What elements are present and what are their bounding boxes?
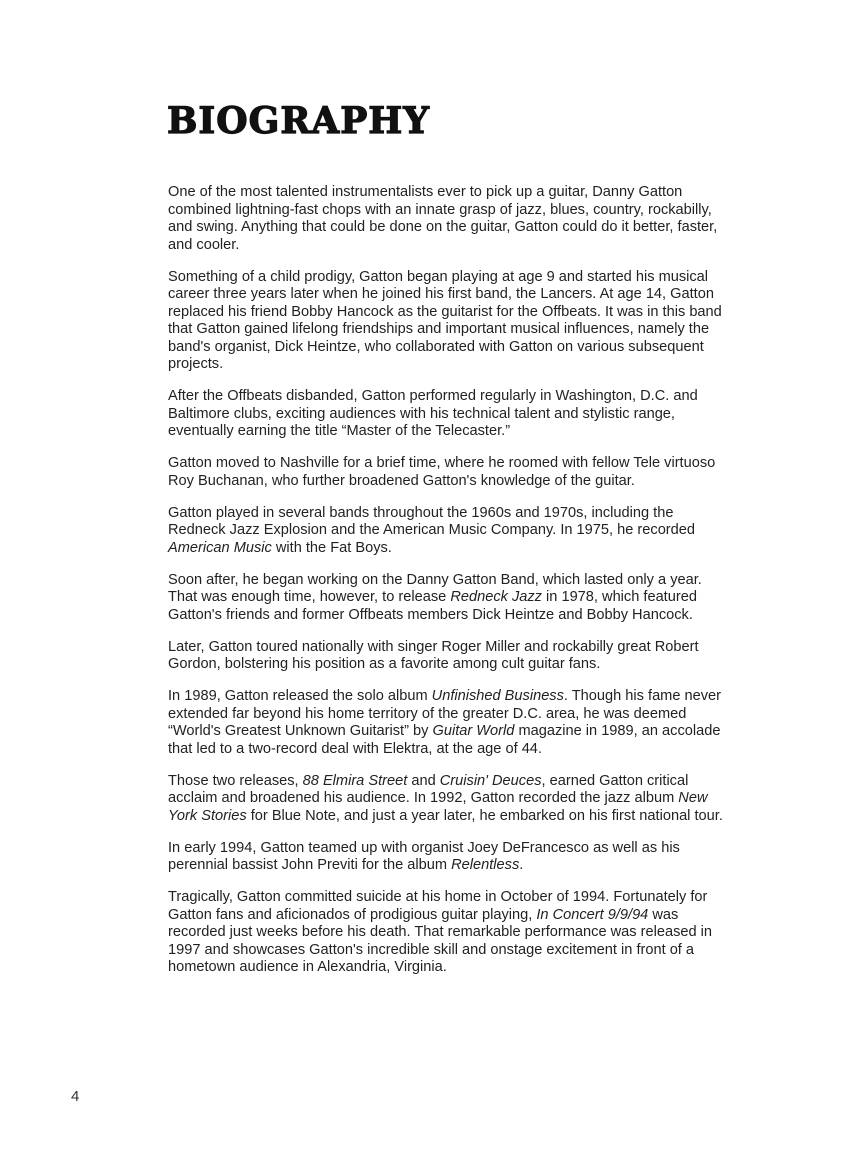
text-run: In early 1994, Gatton teamed up with organist Joey DeFrancesco as well as his perennial bassist John Previti for the album	[168, 839, 680, 873]
text-run: was recorded just weeks before his death. That remarkable performance was released in 1997 and showcases Gatton's incredible skill and onstage excitement in front of a hometown audience in Alexandria, Virginia.	[168, 906, 713, 975]
italic-title: New York Stories	[168, 790, 708, 824]
text-run: for Blue Note, and just a year later, he embarked on his first national tour.	[246, 807, 723, 824]
italic-title: In Concert 9/9/94	[536, 906, 649, 923]
text-run: in 1978, which featured Gatton's friends and former Offbeats members Dick Heintze and Bobby Hancock.	[168, 589, 697, 623]
text-run: Those two releases,	[168, 772, 303, 789]
paragraph	[168, 773, 728, 826]
text-run: Gatton moved to Nashville for a brief time, where he roomed with fellow Tele virtuoso Roy Buchanan, who further broadened Gatton's knowledge of the guitar.	[168, 455, 716, 489]
text-run: Gatton played in several bands throughout the 1960s and 1970s, including the Redneck Jazz Explosion and the American Music Company. In 1975, he recorded	[168, 504, 696, 538]
text-run: . Though his fame never extended far beyond his home territory of the greater D.C. area, he was deemed “World's Greatest Unknown Guitarist” by	[168, 688, 722, 739]
paragraph	[168, 572, 728, 625]
paragraph	[168, 388, 728, 441]
text-run: , earned Gatton critical acclaim and broadened his audience. In 1992, Gatton recorded the jazz album	[168, 772, 689, 806]
italic-title: Redneck Jazz	[450, 589, 542, 605]
text-run: and	[407, 772, 440, 789]
paragraph	[168, 505, 728, 558]
text-run: .	[519, 857, 524, 873]
paragraph	[168, 840, 728, 875]
page-number: 4	[71, 1088, 80, 1105]
text-run: with the Fat Boys.	[271, 539, 392, 556]
paragraph	[168, 184, 728, 254]
text-run: Something of a child prodigy, Gatton began playing at age 9 and started his musical career three years later when he joined his first band, the Lancers. At age 14, Gatton replaced his friend Bobby Hancock as the guitarist for the Offbeats. It was in this band that Gatton gained lifelong friendships and important musical influences, namely the band's organist, Dick Heintze, who collaborated with Gatton on various subsequent projects.	[168, 268, 722, 372]
paragraph	[168, 639, 728, 674]
text-run: In 1989, Gatton released the solo album	[168, 688, 432, 704]
biography-body	[168, 184, 728, 991]
italic-title: Guitar World	[432, 723, 515, 739]
italic-title: Unfinished Business	[431, 688, 564, 704]
italic-title: Relentless	[451, 857, 520, 873]
text-run: Tragically, Gatton committed suicide at his home in October of 1994. Fortunately for Gatton fans and aficionados of prodigious guitar playing,	[168, 889, 708, 923]
italic-title: American Music	[168, 539, 272, 556]
text-run: After the Offbeats disbanded, Gatton performed regularly in Washington, D.C. and Baltimore clubs, exciting audiences with his technical talent and stylistic range, eventually earning the title “Master of the Telecaster.”	[168, 388, 698, 439]
paragraph	[168, 455, 728, 490]
text-run: magazine in 1989, an accolade that led to a two-record deal with Elektra, at the age of 44.	[168, 723, 721, 757]
page-title: BIOGRAPHY	[167, 100, 431, 142]
italic-title: 88 Elmira Street	[302, 772, 408, 789]
paragraph	[168, 688, 728, 758]
paragraph	[168, 269, 728, 374]
text-run: Later, Gatton toured nationally with singer Roger Miller and rockabilly great Robert Gordon, bolstering his position as a favorite among cult guitar fans.	[168, 638, 699, 672]
paragraph	[168, 889, 728, 977]
italic-title: Cruisin' Deuces	[439, 772, 542, 789]
text-run: Soon after, he began working on the Danny Gatton Band, which lasted only a year. That was enough time, however, to release	[168, 571, 702, 605]
text-run: One of the most talented instrumentalists ever to pick up a guitar, Danny Gatton combined lightning-fast chops with an innate grasp of jazz, blues, country, rockabilly, and swing. Anything that could be done on the guitar, Gatton could do it better, faster, and cooler.	[168, 184, 718, 253]
